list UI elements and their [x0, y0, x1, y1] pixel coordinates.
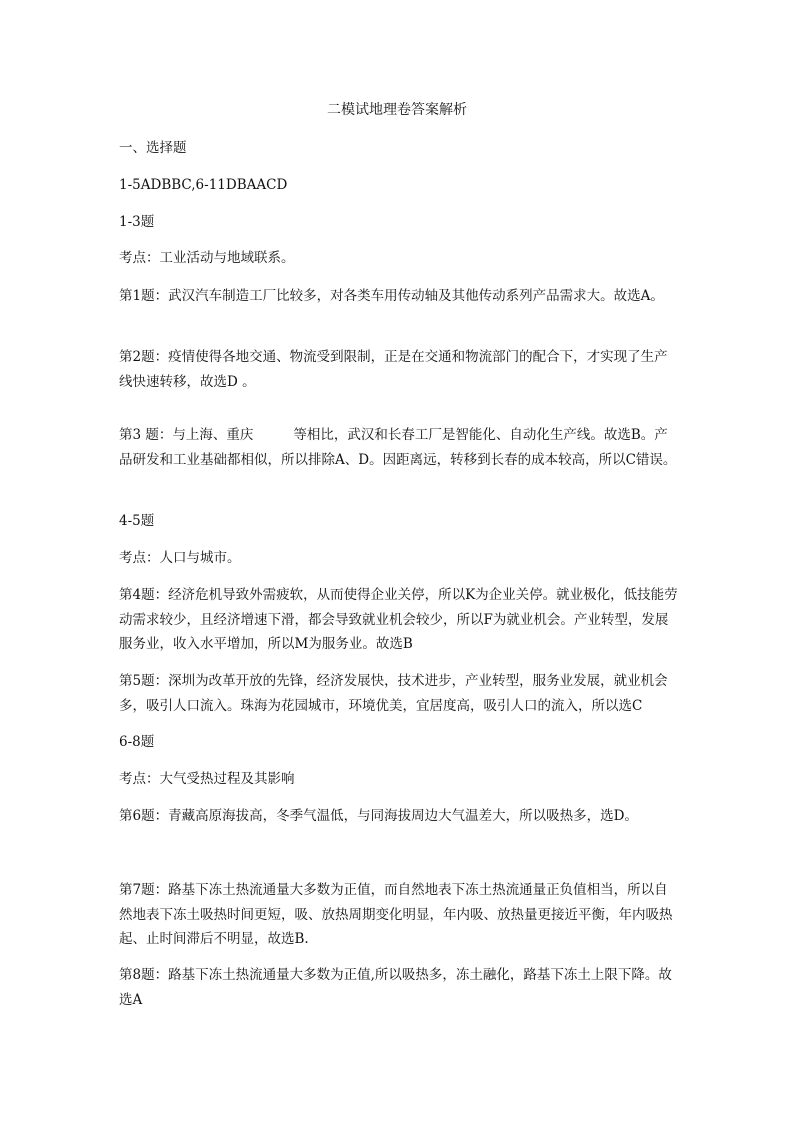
topic-1-3: 考点：工业活动与地域联系。 — [119, 250, 295, 266]
question-1-explanation: 第1题：武汉汽车制造工厂比较多，对各类车用传动轴及其他传动系列产品需求大。故选A。 — [119, 288, 664, 304]
question-2-explanation: 第2题：疫情使得各地交通、物流受到限制，正是在交通和物流部门的配合下，才实现了生产线快速转移，故选D 。 — [119, 349, 668, 390]
question-7-explanation: 第7题：路基下冻土热流通量大多数为正值，而自然地表下冻土热流通量正负值相当，所以自然地表下冻土吸热时间更短，吸、放热周期变化明显，年内吸、放热量更接近平衡，年内吸热起、止时间滞后不明显，故选B. — [119, 882, 673, 947]
group-range-1-3: 1-3题 — [119, 214, 155, 230]
section-heading: 一、选择题 — [119, 140, 187, 156]
question-3-part-1: 第3 题：与上海、重庆 — [119, 427, 254, 443]
question-5-explanation: 第5题：深圳为改革开放的先锋，经济发展快，技术进步，产业转型，服务业发展，就业机会多，吸引人口流入。珠海为花园城市，环境优美，宜居度高，吸引人口的流入，所以选C — [119, 673, 668, 714]
group-range-6-8: 6-8题 — [119, 734, 155, 750]
question-3-part-2: 等相比，武汉和长春工厂是智能化、自动化生产线。故选B。产品研发和工业基础都相似，所以排除A、D。因距离远，转移到长春的成本较高，所以C错误。 — [119, 427, 677, 468]
group-range-4-5: 4-5题 — [119, 513, 155, 529]
topic-4-5: 考点：人口与城市。 — [119, 550, 241, 566]
answer-key: 1-5ADBBC,6-11DBAACD — [119, 177, 288, 193]
question-4-explanation: 第4题：经济危机导致外需疲软，从而使得企业关停，所以K为企业关停。就业极化，低技能劳动需求较少，且经济增速下滑，都会导致就业机会较少，所以F为就业机会。产业转型，发展服务业，收入水平增加，所以M为服务业。故选B — [119, 587, 678, 652]
topic-6-8: 考点：大气受热过程及其影响 — [119, 771, 295, 787]
question-6-explanation: 第6题：青藏高原海拔高，冬季气温低，与同海拔周边大气温差大，所以吸热多，选D。 — [119, 808, 638, 824]
question-3-explanation — [119, 423, 681, 472]
question-8-explanation: 第8题：路基下冻土热流通量大多数为正值,所以吸热多，冻土融化，路基下冻土上限下降。故选A — [119, 967, 672, 1008]
document-title: 二模试地理卷答案解析 — [327, 102, 467, 118]
